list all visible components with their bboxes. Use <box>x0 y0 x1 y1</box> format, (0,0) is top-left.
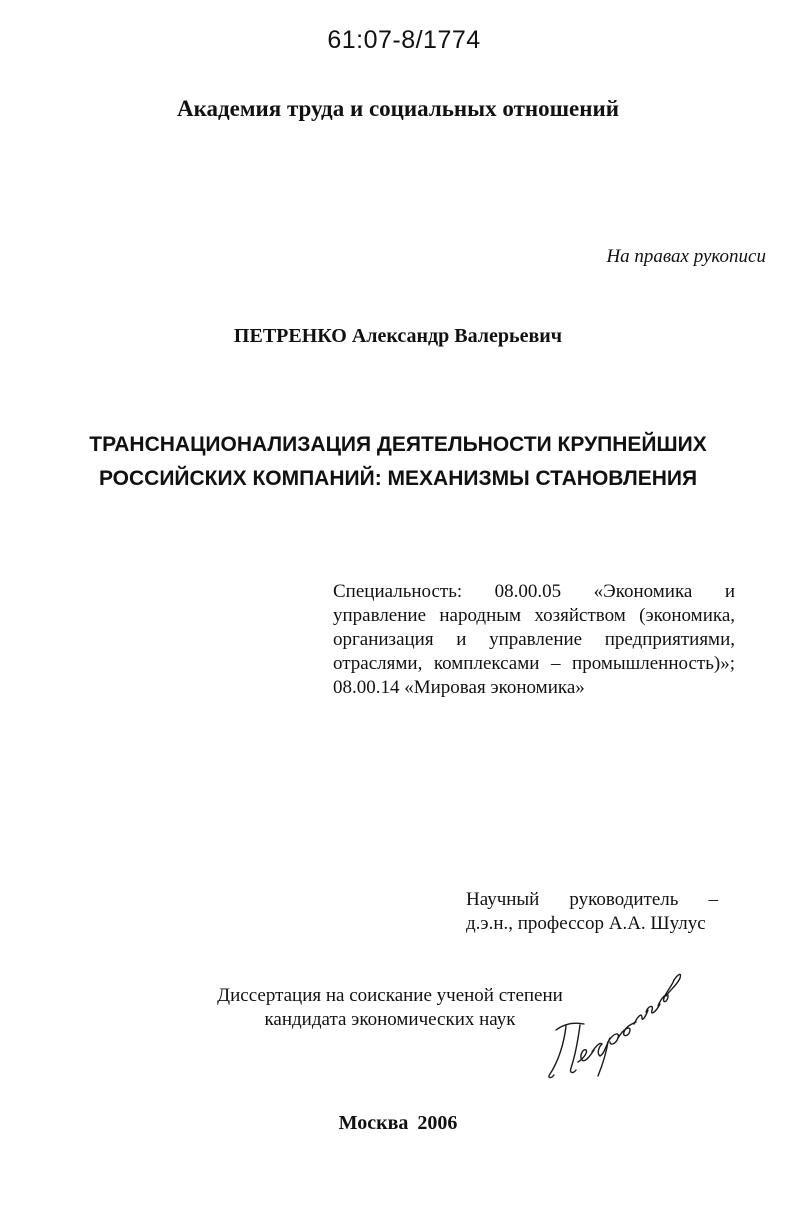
title-line-1: ТРАНСНАЦИОНАЛИЗАЦИЯ ДЕЯТЕЛЬНОСТИ КРУПНЕЙШИХ <box>89 433 707 456</box>
supervisor-line-1: Научный руководитель – <box>466 889 718 910</box>
specialty-line-4: отраслями, комплексами – промышленность)»; <box>333 653 735 674</box>
specialty-line-1: Специальность: 08.00.05 «Экономика и <box>333 581 735 602</box>
archive-code: 61:07-8/1774 <box>327 26 481 54</box>
degree-line-1: Диссертация на соискание ученой степени <box>217 985 563 1006</box>
author-name: ПЕТРЕНКО Александр Валерьевич <box>233 325 563 347</box>
specialty-line-5: 08.00.14 «Мировая экономика» <box>333 677 585 698</box>
degree-line-2: кандидата экономических наук <box>264 1009 516 1030</box>
supervisor-block <box>466 888 718 936</box>
specialty-line-3: организация и управление предприятиями, <box>333 629 735 650</box>
supervisor-line-2: д.э.н., профессор А.А. Шулус <box>466 913 706 934</box>
city-year: Москва 2006 <box>338 1112 458 1134</box>
manuscript-note: На правах рукописи <box>606 246 766 267</box>
specialty-line-2: управление народным хозяйством (экономика, <box>333 605 735 626</box>
degree-statement <box>214 984 566 1032</box>
dissertation-title <box>0 428 796 496</box>
institution-name: Академия труда и социальных отношений <box>176 96 620 121</box>
specialty-block <box>333 580 735 700</box>
title-line-2: РОССИЙСКИХ КОМПАНИЙ: МЕХАНИЗМЫ СТАНОВЛЕНИЯ <box>98 467 698 490</box>
handwritten-signature <box>538 966 688 1086</box>
